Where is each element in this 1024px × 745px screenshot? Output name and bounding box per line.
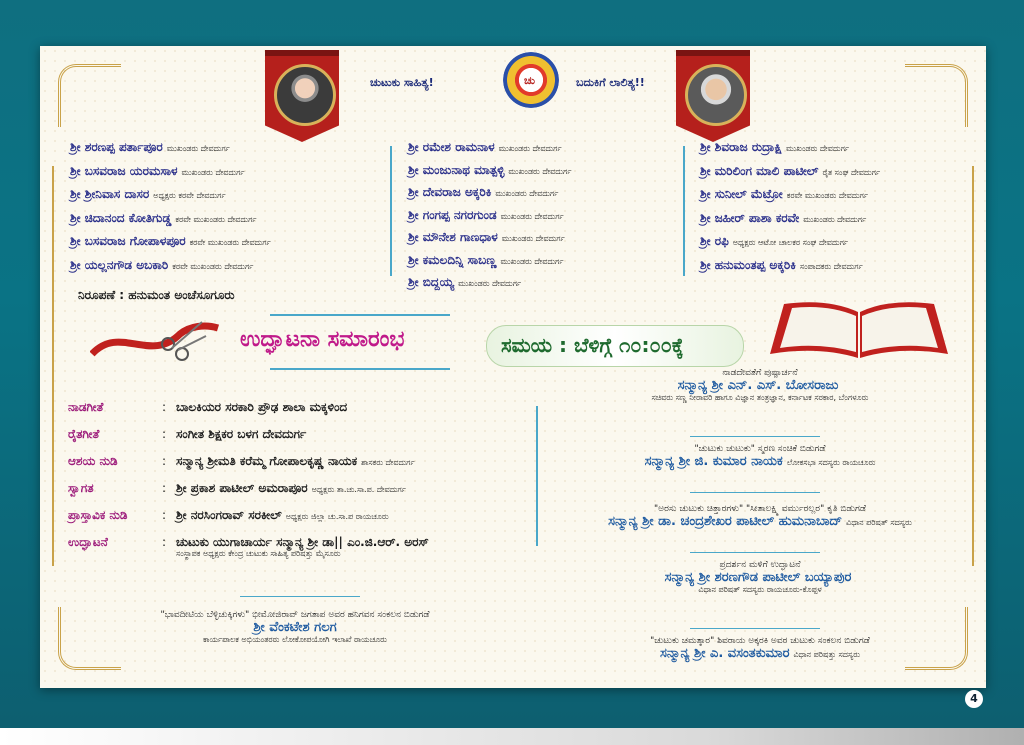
list-item: ಶ್ರೀ ಚಿದಾನಂದ ಕೋತಿಗುಡ್ಡ ಕರವೇ ಮುಖಂಡರು ದೇವದುರ್ಗ [70,210,257,225]
section-divider [690,436,820,437]
section-divider [690,492,820,493]
program-block: ಪ್ರದರ್ಶನ ಮಳಿಗೆ ಉದ್ಘಾಟನೆ ಸನ್ಮಾನ್ಯ ಶ್ರೀ ಶರಣಗೌಡ ಪಾಟೀಲ್ ಬಯ್ಯಾಪುರ ವಿಧಾನ ಪರಿಷತ್ ಸದಸ್ಯರು ರಾಯಚೂರು-ಕೊಪ್ಪಳ [664,560,852,594]
logo-text: ಚು [524,74,536,87]
list-item: ಶ್ರೀ ಮಂಜುನಾಥ ಮಾತ್ಪಳ್ಳಿ ಮುಖಂಡರು ದೇವದುರ್ಗ [408,162,572,177]
frame-corner-ornament [58,64,121,127]
list-item: ಶ್ರೀ ಕಮಲದಿನ್ನಿ ಸಾಬಣ್ಣ ಮುಖಂಡರು ದೇವದುರ್ಗ [408,252,564,267]
open-book-icon [768,298,950,360]
list-item: ಶ್ರೀ ರಮೇಶ ರಾಮನಾಳ ಮುಖಂಡರು ದೇವದುರ್ಗ [408,140,562,154]
middle-name-list [408,140,571,298]
program-block: "ಅರಸು ಚುಟುಕು ಚಿತ್ತಾರಗಳು" "ಸೀತಾಲಕ್ಷ್ಮಿ ವರ್ಮುರಲ್ಲರ" ಕೃತಿ ಬಿಡುಗಡೆ ಸನ್ಮಾನ್ಯ ಶ್ರೀ ಡಾ. ಚಂದ್ರಶೇಖರ ಪಾಟೀಲ್ ಹುಮನಾಬಾದ್ ವಿಧಾನ ಪರಿಷತ್ ಸದಸ್ಯರು [608,504,912,529]
ribbon-scissors-icon [90,314,220,374]
column-divider [390,146,392,276]
list-item: ಶ್ರೀ ಗಂಗಪ್ಪ ನಗರಗುಂಡ ಮುಖಂಡರು ದೇವದುರ್ಗ [408,207,564,222]
right-name-list [700,140,880,281]
list-item: ಶ್ರೀ ಹನುಮಂತಪ್ಪ ಅಕ್ಕರಿಕಿ ಸಂಪಾದಕರು ದೇವದುರ್ಗ [700,257,863,272]
program-block: "ಚುಟುಕು ಚಮತ್ಕಾರ" ಶಿವರಾಯ ಅಕ್ಕರಕಿ ಅವರ ಚುಟುಕು ಸಂಕಲನ ಬಿಡುಗಡೆ ಸನ್ಮಾನ್ಯ ಶ್ರೀ ಎ. ವಸಂತಕುಮಾರ ವಿಧಾನ ಪರಿಷತ್ತು ಸದಸ್ಯರು [650,636,870,661]
list-item: ಶ್ರೀ ಬಿದ್ದಯ್ಯ ಮುಖಂಡರು ದೇವದುರ್ಗ [408,275,522,289]
list-item: ಶ್ರೀ ಯಲ್ಲನಗೌಡ ಅಬಕಾರಿ ಕರವೇ ಮುಖಂಡರು ದೇವದುರ್ಗ [70,257,254,272]
list-item: ಶ್ರೀ ಬಸವರಾಜ ಯರಮಸಾಳ ಮುಖಂಡರು ದೇವದುರ್ಗ [70,163,245,178]
list-item: ಶ್ರೀ ಸುನೀಲ್ ಮೆಟ್ರೋ ಕರವೇ ಮುಖಂಡರು ದೇವದುರ್ಗ [700,187,868,201]
list-item: ಶ್ರೀ ಜಹೀರ್ ಪಾಶಾ ಕರವೇ ಮುಖಂಡರು ದೇವದುರ್ಗ [700,210,867,225]
title-ornament-bottom [270,368,450,370]
event-time [486,325,744,367]
release-block: "ಭಾವದೀಟಿಯ ಬೆಳ್ಳಿಚುಕ್ಕಿಗಳು" ಭೀಮೋಜಿರಾವ್ ಜಗತಾಪ ಅವರ ಹನಿಗವನ ಸಂಕಲನ ಬಿಡುಗಡೆ ಶ್ರೀ ವೆಂಕಟೇಶ ಗಲಗ ಕಾರ್ಯಪಾಲಕ ಅಭಿಯಂತರರು ಲೋಕೋಪಯೋಗಿ ಇಲಾಖೆ ರಾಯಚೂರು [160,610,430,644]
program-block: "ಚುಟುಕು ಚುಟುಕು" ಸ್ಮರಣ ಸಂಚಿಕೆ ಬಿಡುಗಡೆ ಸನ್ಮಾನ್ಯ ಶ್ರೀ ಜಿ. ಕುಮಾರ ನಾಯಕ ಲೋಕಸಭಾ ಸದಸ್ಯರು ರಾಯಚೂರು [644,444,876,469]
event-time-text: ಸಮಯ : ಬೆಳಿಗ್ಗೆ ೧೦:೦೦ಕ್ಕೆ [501,333,684,357]
frame-corner-ornament [905,64,968,127]
list-item: ಶ್ರೀ ರಫಿ ಅಧ್ಯಕ್ಷರು ಆಟೋ ಚಾಲಕರ ಸಂಘ ದೇವದುರ್ಗ [700,234,849,248]
title-ornament-top [270,314,450,316]
column-divider [683,146,685,276]
list-item: ಶ್ರೀ ಶ್ರೀನಿವಾಸ ದಾಸರ ಅಧ್ಯಕ್ಷರು ಕರವೇ ದೇವದುರ್ಗ [70,187,226,201]
list-item: ಶ್ರೀ ಮೌನೇಶ ಗಾಣಧಾಳ ಮುಖಂಡರು ದೇವದುರ್ಗ [408,230,565,244]
list-item: ಶ್ರೀ ಬಸವರಾಜ ಗೋಪಾಳಪೂರ ಕರವೇ ಮುಖಂಡರು ದೇವದುರ್ಗ [70,234,271,248]
portrait-image [274,64,336,126]
anchor-credit: ನಿರೂಪಣೆ : ಹನುಮಂತ ಅಂಚೆಸೂಗೂರು [78,288,235,302]
section-divider [690,552,820,553]
tagline-right: ಬದುಕಿಗೆ ಲಾಲಿತ್ಯ!! [576,76,645,89]
invitation-card: ಚುಟುಕು ಸಾಹಿತ್ಯ! ಚು ಬದುಕಿಗೆ ಲಾಲಿತ್ಯ!! ಶ್ರೀ ಶರಣಪ್ಪ ಪರ್ತಾಪೂರ ಮುಖಂಡರು ದೇವದುರ್ಗ ಶ್ರೀ ಬಸವರಾಜ ಯರಮಸಾಳ ಮುಖಂಡರು ದೇವದುರ್ಗ ಶ್ರೀ ಶ್ರೀನಿವಾಸ ದಾಸರ ಅಧ್ಯಕ್ಷರು ಕರವೇ ದೇವದುರ್ಗ ಶ್ರೀ ಚಿದಾನಂದ ಕೋತಿಗುಡ್ಡ ಕರವೇ ಮುಖಂಡರು ದೇವದುರ್ಗ ಶ್ರೀ ಬಸವರಾಜ ಗೋಪಾಳಪೂರ ಕರವೇ ಮುಖಂಡರು ದೇವದುರ್ಗ ಶ್ರೀ ಯಲ್ಲನಗೌಡ ಅಬಕಾರಿ ಕರವೇ ಮುಖಂಡರು ದೇವದುರ್ಗ ಶ್ರೀ ರಮೇಶ ರಾಮನಾಳ ಮುಖಂಡರು ದೇವದುರ್ಗ ಶ್ರೀ ಮಂಜುನಾಥ ಮಾತ್ಪಳ್ಳಿ ಮುಖಂಡರು ದೇವದುರ್ಗ ಶ್ರೀ ದೇವರಾಜ ಅಕ್ಕರಿಕಿ ಮುಖಂಡರು ದೇವದುರ್ಗ ಶ್ರೀ ಗಂಗಪ್ಪ ನಗರಗುಂಡ ಮುಖಂಡರು ದೇವದುರ್ಗ ಶ್ರೀ ಮೌನೇಶ ಗಾಣಧಾಳ ಮುಖಂಡರು ದೇವದುರ್ಗ ಶ್ರೀ ಕಮಲದಿನ್ನಿ ಸಾಬಣ್ಣ ಮುಖಂಡರು ದೇವದುರ್ಗ ಶ್ರೀ ಬಿದ್ದಯ್ಯ ಮುಖಂಡರು ದೇವದುರ್ಗ ಶ್ರೀ ಶಿವರಾಜ ರುದ್ರಾಕ್ಷಿ ಮುಖಂಡರು ದೇವದುರ್ಗ ಶ್ರೀ ಮರಿಲಿಂಗ ಮಾಲಿ ಪಾಟೀಲ್ ರೈತ ಸಂಘ ದೇವದುರ್ಗ ಶ್ರೀ ಸುನೀಲ್ ಮೆಟ್ರೋ ಕರವೇ ಮುಖಂಡರು ದೇವದುರ್ಗ ಶ್ರೀ ಜಹೀರ್ ಪಾಶಾ ಕರವೇ ಮುಖಂಡರು ದೇವದುರ್ಗ ಶ್ರೀ ರಫಿ ಅಧ್ಯಕ್ಷರು ಆಟೋ ಚಾಲಕರ ಸಂಘ ದೇವದುರ್ಗ ಶ್ರೀ ಹನುಮಂತಪ್ಪ ಅಕ್ಕರಿಕಿ ಸಂಪಾದಕರು ದೇವದುರ್ಗ ನಿರೂಪಣೆ : ಹನುಮಂತ ಅಂಚೆಸೂಗೂರು ಉದ್ಘಾಟನಾ ಸಮಾರಂಭ ಸಮಯ : ಬೆಳಿಗ್ಗೆ ೧೦:೦೦ಕ್ಕೆ ನಾಡಗೀತೆ : ಬಾಲಕಿಯರ ಸರಕಾರಿ ಪ್ರೌಢ ಶಾಲಾ ಮಕ್ಕಳಿಂದ ರೈತಗೀತೆ : ಸಂಗೀತ ಶಿಕ್ಷಕರ ಬಳಗ ದೇವದುರ್ಗ ಆಶಯ ನುಡಿ : ಸನ್ಮಾನ್ಯ ಶ್ರೀಮತಿ ಕರೆಮ್ಮ ಗೋಪಾಲಕೃಷ್ಣ ನಾಯಕ ಶಾಸಕರು ದೇವದುರ್ಗ ಸ್ವಾಗತ : ಶ್ರೀ ಪ್ರಕಾಶ ಪಾಟೀಲ್ ಅಮರಾಪೂರ ಅಧ್ಯಕ್ಷರು ತಾ.ಚು.ಸಾ.ಪ. ದೇವದುರ್ಗ ಪ್ರಾಸ್ತಾವಿಕ ನುಡಿ : ಶ್ರೀ ನರಸಿಂಗರಾವ್ ಸರಕೀಲ್ ಅಧ್ಯಕ್ಷರು ಜಿಲ್ಲಾ ಚು.ಸಾ.ಪ ರಾಯಚೂರು ಉದ್ಘಾಟನೆ : ಚುಟುಕು ಯುಗಾಚಾರ್ಯ ಸನ್ಮಾನ್ಯ ಶ್ರೀ ಡಾ|| ಎಂ.ಜಿ.ಆರ್. ಅರಸ್ ಸಂಸ್ಥಾಪಕ ಅಧ್ಯಕ್ಷರು ಕೇಂದ್ರ ಚುಟುಕು ಸಾಹಿತ್ಯ ಪರಿಷತ್ತು ಮೈಸೂರು "ಭಾವದೀಟಿಯ ಬೆಳ್ಳಿಚುಕ್ಕಿಗಳು" ಭೀಮೋಜಿರಾವ್ ಜಗತಾಪ ಅವರ ಹನಿಗವನ ಸಂಕಲನ ಬಿಡುಗಡೆ ಶ್ರೀ ವೆಂಕಟೇಶ ಗಲಗ ಕಾರ್ಯಪಾಲಕ ಅಭಿಯಂತರರು ಲೋಕೋಪಯೋಗಿ ಇಲಾಖೆ ರಾಯಚೂರು ನಾಡದೇವತೆಗೆ ಪುಷ್ಪಾರ್ಚನೆ ಸನ್ಮಾನ್ಯ ಶ್ರೀ ಎನ್. ಎಸ್. ಬೋಸರಾಜು ಸಚಿವರು ಸಣ್ಣ ನೀರಾವರಿ ಹಾಗೂ ವಿಜ್ಞಾನ ತಂತ್ರಜ್ಞಾನ, ಕರ್ನಾಟಕ ಸರಕಾರ, ಬೆಂಗಳೂರು "ಚುಟುಕು ಚುಟುಕು" ಸ್ಮರಣ ಸಂಚಿಕೆ ಬಿಡುಗಡೆ ಸನ್ಮಾನ್ಯ ಶ್ರೀ ಜಿ. ಕುಮಾರ ನಾಯಕ ಲೋಕಸಭಾ ಸದಸ್ಯರು ರಾಯಚೂರು "ಅರಸು ಚುಟುಕು ಚಿತ್ತಾರಗಳು" "ಸೀತಾಲಕ್ಷ್ಮಿ ವರ್ಮುರಲ್ಲರ" ಕೃತಿ ಬಿಡುಗಡೆ ಸನ್ಮಾನ್ಯ ಶ್ರೀ ಡಾ. ಚಂದ್ರಶೇಖರ ಪಾಟೀಲ್ ಹುಮನಾಬಾದ್ ವಿಧಾನ ಪರಿಷತ್ ಸದಸ್ಯರು ಪ್ರದರ್ಶನ ಮಳಿಗೆ ಉದ್ಘಾಟನೆ ಸನ್ಮಾನ್ಯ ಶ್ರೀ ಶರಣಗೌಡ ಪಾಟೀಲ್ ಬಯ್ಯಾಪುರ ವಿಧಾನ ಪರಿಷತ್ ಸದಸ್ಯರು ರಾಯಚೂರು-ಕೊಪ್ಪಳ "ಚುಟುಕು ಚಮತ್ಕಾರ" ಶಿವರಾಯ ಅಕ್ಕರಕಿ ಅವರ ಚುಟುಕು ಸಂಕಲನ ಬಿಡುಗಡೆ ಸನ್ಮಾನ್ಯ ಶ್ರೀ ಎ. ವಸಂತಕುಮಾರ ವಿಧಾನ ಪರಿಷತ್ತು ಸದಸ್ಯರು [40,46,986,688]
list-item: ಶ್ರೀ ಮರಿಲಿಂಗ ಮಾಲಿ ಪಾಟೀಲ್ ರೈತ ಸಂಘ ದೇವದುರ್ಗ [700,163,881,178]
page-number-badge: 4 [965,690,983,708]
list-item: ಶ್ರೀ ಶರಣಪ್ಪ ಪರ್ತಾಪೂರ ಮುಖಂಡರು ದೇವದುರ್ಗ [70,140,230,154]
list-item: ಶ್ರೀ ಶಿವರಾಜ ರುದ್ರಾಕ್ಷಿ ಮುಖಂಡರು ದೇವದುರ್ಗ [700,140,850,154]
frame-side-line [52,166,54,566]
list-item: ಶ್ರೀ ದೇವರಾಜ ಅಕ್ಕರಿಕಿ ಮುಖಂಡರು ದೇವದುರ್ಗ [408,185,559,199]
bottom-bar [0,728,1024,745]
event-title: ಉದ್ಘಾಟನಾ ಸಮಾರಂಭ [240,326,405,352]
section-divider [240,596,360,597]
program-block: ನಾಡದೇವತೆಗೆ ಪುಷ್ಪಾರ್ಚನೆ ಸನ್ಮಾನ್ಯ ಶ್ರೀ ಎನ್. ಎಸ್. ಬೋಸರಾಜು ಸಚಿವರು ಸಣ್ಣ ನೀರಾವರಿ ಹಾಗೂ ವಿಜ್ಞಾನ ತಂತ್ರಜ್ಞಾನ, ಕರ್ನಾಟಕ ಸರಕಾರ, ಬೆಂಗಳೂರು [651,368,869,402]
column-divider [536,406,538,546]
portrait-banner-left [265,50,339,142]
portrait-image [685,64,747,126]
portrait-banner-right [676,50,750,142]
tagline-left: ಚುಟುಕು ಸಾಹಿತ್ಯ! [370,76,434,89]
left-name-list [70,140,271,281]
section-divider [690,628,820,629]
